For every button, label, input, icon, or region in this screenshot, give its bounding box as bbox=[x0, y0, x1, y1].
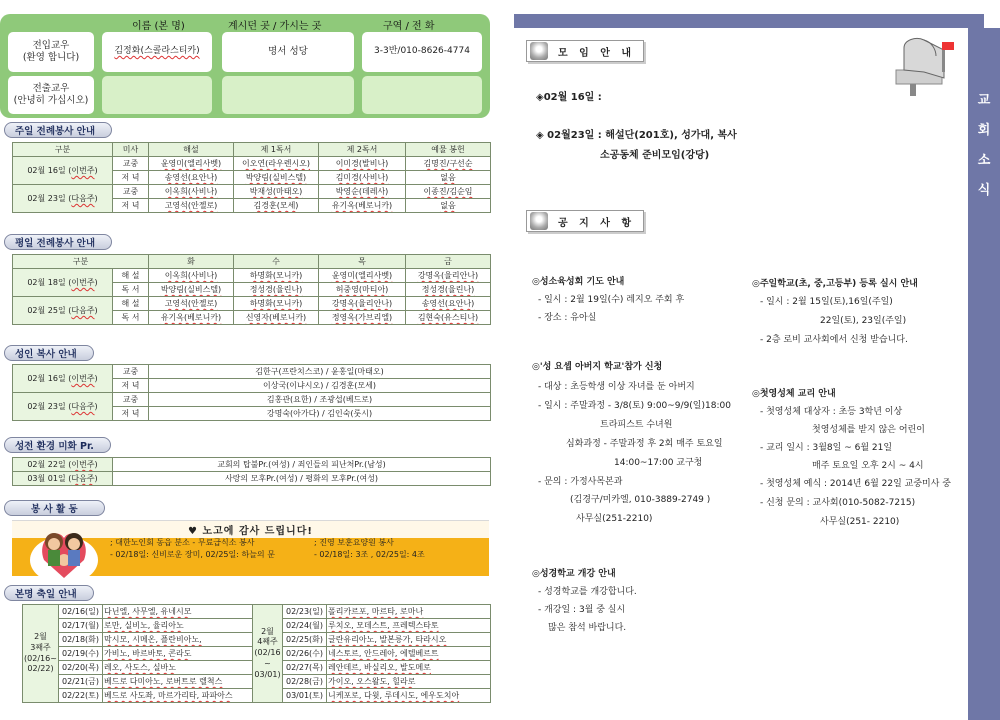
feast-section-title: 본명 축일 안내 bbox=[4, 585, 94, 601]
date-cell: 02월 18일 (이번주) bbox=[13, 269, 113, 297]
saints-cell: 베드로 다미아노, 로버트로 렐쳑스 bbox=[103, 675, 253, 689]
week-cell: 2월 3째주 (02/16~ 02/22) bbox=[23, 605, 59, 703]
server-cell: 박양림(실비스텔) bbox=[234, 171, 319, 185]
column-header: 제 1독서 bbox=[234, 143, 319, 157]
notice2-line2: - 일시 : 주말과정 - 3/8(토) 9:00~9/9(일)18:00 bbox=[538, 401, 731, 411]
server-cell: 이종진/김순임 bbox=[406, 185, 491, 199]
banner-title: ♥ 노고에 감사 드립니다! bbox=[12, 520, 489, 538]
server-cell: 없음 bbox=[406, 199, 491, 213]
out-place bbox=[222, 76, 354, 114]
notice4-line2: 22일(토), 23일(주일) bbox=[820, 316, 907, 326]
date-cell: 02월 16일 (이번주) bbox=[13, 157, 113, 185]
saints-cell: 니케포로, 다윗, 루데시도, 에우도치아 bbox=[327, 689, 491, 703]
column-header: 화 bbox=[149, 255, 234, 269]
date-cell: 02월 16일 (이번주) bbox=[13, 365, 113, 393]
notice4-line3: - 2층 로비 교사회에서 신청 받습니다. bbox=[760, 335, 908, 345]
saints-cell: 베드로 사도좌, 마르가리타, 파파아스 bbox=[103, 689, 253, 703]
column-header: 예물 봉헌 bbox=[406, 143, 491, 157]
clean-section-title: 성전 환경 미화 Pr. bbox=[4, 437, 111, 453]
service-banner bbox=[12, 520, 489, 576]
in-place: 명서 성당 bbox=[222, 32, 354, 72]
date-cell: 02/26(수) bbox=[283, 647, 327, 661]
news-icon bbox=[530, 42, 548, 60]
table-row bbox=[13, 393, 491, 407]
server-cell: 이미경(발비나) bbox=[319, 157, 406, 171]
role-cell: 독 서 bbox=[113, 283, 149, 297]
notice4-title: ◎주일학교(초, 중,고등부) 등록 실시 안내 bbox=[752, 279, 918, 289]
date-cell: 02/20(목) bbox=[59, 661, 103, 675]
col-area-caption: 구역 / 전 화 bbox=[383, 21, 435, 32]
notice3-line3: 많은 참석 바랍니다. bbox=[548, 623, 627, 633]
saints-cell: 막시모, 시메온, 플란비아노, bbox=[103, 633, 253, 647]
server-cell: 김홍관(요한) / 조광섭(베드로) bbox=[149, 393, 491, 407]
notice5-line1: - 첫영성체 대상자 : 초등 3학년 이상 bbox=[760, 407, 903, 417]
date-cell: 02월 23일 (다음주) bbox=[13, 185, 113, 213]
out-label: 전출교우 (안녕히 가십시오) bbox=[8, 76, 94, 114]
notice2-line4: 심화과정 - 주말과정 후 2회 매주 토요일 bbox=[566, 439, 723, 449]
notice5-line7: 사무실(251- 2210) bbox=[820, 517, 900, 527]
service-line1a: ; 대한노인회 동읍 분소 - 무료급식소 봉사 bbox=[110, 538, 255, 547]
saints-cell: 가이오, 오스왈도, 힐라로 bbox=[327, 675, 491, 689]
week-cell: 2월 4째주 (02/16 ~ 03/01) bbox=[253, 605, 283, 703]
table-header-row bbox=[13, 143, 491, 157]
date-cell: 02/19(수) bbox=[59, 647, 103, 661]
server-cell: 김미경(사비나) bbox=[319, 171, 406, 185]
table-row bbox=[13, 157, 491, 171]
mass-cell: 저 녁 bbox=[113, 199, 149, 213]
date-cell: 02/23(일) bbox=[283, 605, 327, 619]
col-name-caption: 이름 (본 명) bbox=[132, 21, 185, 32]
server-cell: 정성경(율린나) bbox=[234, 283, 319, 297]
server-cell: 하명화(모니카) bbox=[234, 297, 319, 311]
notice2-title: ◎'성 요셉 아버지 학교'참가 신청 bbox=[532, 362, 663, 372]
saints-cell: 가비노, 바르바토, 콘라도 bbox=[103, 647, 253, 661]
server-cell: 강명숙(아가다) / 김인숙(룻시) bbox=[149, 407, 491, 421]
date-cell: 02/18(화) bbox=[59, 633, 103, 647]
server-cell: 강명옥(율리안나) bbox=[406, 269, 491, 283]
table-header-row bbox=[13, 255, 491, 269]
right-page bbox=[514, 14, 1000, 706]
top-band bbox=[514, 14, 984, 28]
notice2-line7: (김경구/미카엘, 010-3889-2749 ) bbox=[570, 495, 711, 505]
server-cell: 박영순(데레사) bbox=[319, 185, 406, 199]
sunday-table bbox=[12, 142, 491, 213]
notice2-line6: - 문의 : 가정사목본과 bbox=[538, 477, 623, 487]
date-cell: 02월 22일 (이번주) bbox=[13, 458, 113, 472]
meeting-line3: 소공동체 준비모임(강당) bbox=[600, 150, 710, 161]
server-cell: 강명옥(율리안나) bbox=[319, 297, 406, 311]
role-cell: 독 서 bbox=[113, 311, 149, 325]
saints-cell: 로만, 실비노, 율리아노 bbox=[103, 619, 253, 633]
column-header: 구분 bbox=[13, 143, 113, 157]
saints-cell: 폴리카르포, 마르타, 로마나 bbox=[327, 605, 491, 619]
notice5-line6: - 신청 문의 : 교사회(010-5082-7215) bbox=[760, 498, 916, 508]
mass-cell: 교중 bbox=[113, 393, 149, 407]
date-cell: 02월 23일 (다음주) bbox=[13, 393, 113, 421]
news-icon bbox=[530, 212, 548, 230]
saints-cell: 레안데르, 바실리오, 발도메로 bbox=[327, 661, 491, 675]
table-row bbox=[13, 297, 491, 311]
server-cell: 하명화(모니카) bbox=[234, 269, 319, 283]
feast-table bbox=[22, 604, 491, 703]
server-cell: 고영석(안젤로) bbox=[149, 297, 234, 311]
service-line2b: - 02/18일: 3조 , 02/25일: 4조 bbox=[314, 550, 425, 559]
notice3-line1: - 성경학교를 개강합니다. bbox=[538, 587, 637, 597]
meeting-line2: ◈ 02월23일 : 해설단(201호), 성가대, 복사 bbox=[536, 130, 737, 141]
notice5-line3: - 교리 일시 : 3월8일 ~ 6월 21일 bbox=[760, 443, 893, 453]
in-label: 전입교우 (환영 합니다) bbox=[8, 32, 94, 72]
server-cell: 윤영미(엘리사벳) bbox=[319, 269, 406, 283]
left-page bbox=[0, 0, 492, 706]
mass-cell: 교중 bbox=[113, 185, 149, 199]
server-cell: 김경훈(모세) bbox=[234, 199, 319, 213]
server-cell: 김현숙(유스티나) bbox=[406, 311, 491, 325]
notice1-title: ◎성소육성회 기도 안내 bbox=[532, 277, 625, 287]
date-cell: 02/21(금) bbox=[59, 675, 103, 689]
date-cell: 02월 25일 (다음주) bbox=[13, 297, 113, 325]
saints-cell: 글란유리아노, 발본릉가, 타라시오 bbox=[327, 633, 491, 647]
notice1-line1: - 일시 : 2월 19일(수) 레지오 주회 후 bbox=[538, 295, 685, 305]
adult-section-title: 성인 복사 안내 bbox=[4, 345, 94, 361]
service-section-title: 봉 사 활 동 bbox=[4, 500, 105, 516]
column-header: 금 bbox=[406, 255, 491, 269]
notice-label: 공 지 사 항 bbox=[526, 210, 644, 232]
table-row bbox=[13, 269, 491, 283]
in-name: 김정화(스콜라스티카) bbox=[102, 32, 212, 72]
sunday-section-title: 주일 전례봉사 안내 bbox=[4, 122, 112, 138]
server-cell: 정영옥(가브리엘) bbox=[319, 311, 406, 325]
server-cell: 없음 bbox=[406, 171, 491, 185]
server-cell: 박양림(실비스텔) bbox=[149, 283, 234, 297]
column-header: 미사 bbox=[113, 143, 149, 157]
server-cell: 송영선(요안나) bbox=[406, 297, 491, 311]
date-cell: 02/28(금) bbox=[283, 675, 327, 689]
notice2-line1: - 대상 : 초등학생 이상 자녀를 둔 아버지 bbox=[538, 382, 695, 392]
server-cell: 박재성(마태오) bbox=[234, 185, 319, 199]
notice3-line2: - 개강일 : 3월 중 실시 bbox=[538, 605, 626, 615]
notice1-line2: - 장소 : 유아실 bbox=[538, 313, 597, 323]
weekday-table bbox=[12, 254, 491, 325]
clean-table bbox=[12, 457, 491, 486]
server-cell: 윤영미(엘리사벳) bbox=[149, 157, 234, 171]
saints-cell: 루치오, 모데스트, 프레텍스타토 bbox=[327, 619, 491, 633]
server-cell: 이오연(라우렌시오) bbox=[234, 157, 319, 171]
transfer-box bbox=[0, 14, 490, 118]
out-name bbox=[102, 76, 212, 114]
mass-cell: 교중 bbox=[113, 365, 149, 379]
mass-cell: 교중 bbox=[113, 157, 149, 171]
notice2-line5: 14:00~17:00 교구청 bbox=[614, 458, 703, 468]
meeting-label: 모 임 안 내 bbox=[526, 40, 644, 62]
server-cell: 신영자(베로니카) bbox=[234, 311, 319, 325]
notice5-title: ◎첫영성체 교리 안내 bbox=[752, 389, 836, 399]
saints-cell: 다닌엘, 사무엘, 유네시모 bbox=[103, 605, 253, 619]
date-cell: 02/27(목) bbox=[283, 661, 327, 675]
date-cell: 02/22(토) bbox=[59, 689, 103, 703]
server-cell: 유기옥(베로니카) bbox=[149, 311, 234, 325]
out-area bbox=[362, 76, 482, 114]
notice5-line5: - 첫영성체 예식 : 2014년 6월 22일 교중미사 중 bbox=[760, 479, 951, 489]
server-cell: 이옥희(사비나) bbox=[149, 185, 234, 199]
mass-cell: 저 녁 bbox=[113, 407, 149, 421]
server-cell: 송영선(요안나) bbox=[149, 171, 234, 185]
col-place-caption: 계시던 곳 / 가시는 곳 bbox=[228, 21, 322, 32]
date-cell: 02/25(화) bbox=[283, 633, 327, 647]
service-line1b: ; 진영 보훈요양원 봉사 bbox=[314, 538, 394, 547]
meeting-line1: ◈02월 16일 : bbox=[536, 92, 602, 103]
in-area: 3-3반/010-8626-4774 bbox=[362, 32, 482, 72]
server-cell: 정성경(율린나) bbox=[406, 283, 491, 297]
saints-cell: 네스토르, 안드레아, 에텔베르트 bbox=[327, 647, 491, 661]
date-cell: 03/01(토) bbox=[283, 689, 327, 703]
server-cell: 고영석(안젤로) bbox=[149, 199, 234, 213]
table-row bbox=[23, 605, 491, 619]
notice5-line4: 매주 토요일 오후 2시 ~ 4시 bbox=[812, 461, 924, 471]
saints-cell: 레오, 사도스, 실바노 bbox=[103, 661, 253, 675]
notice3-title: ◎성경학교 개강 안내 bbox=[532, 569, 616, 579]
notice2-line8: 사무실(251-2210) bbox=[576, 514, 653, 524]
holy-family-icon bbox=[26, 520, 102, 582]
mailbox-icon bbox=[886, 32, 960, 98]
role-cell: 해 설 bbox=[113, 297, 149, 311]
service-line2a: - 02/18일: 신비로운 장미, 02/25일: 하늘의 문 bbox=[110, 550, 275, 559]
table-row bbox=[13, 365, 491, 379]
server-cell: 이상국(이냐시오) / 김경훈(모세) bbox=[149, 379, 491, 393]
notice4-line1: - 일시 : 2월 15일(토),16일(주일) bbox=[760, 297, 893, 307]
group-cell: 교회의 탑불Pr.(여성) / 죄인들의 피난처Pr.(남성) bbox=[113, 458, 491, 472]
column-header: 수 bbox=[234, 255, 319, 269]
table-row bbox=[13, 458, 491, 472]
column-header: 제 2독서 bbox=[319, 143, 406, 157]
weekday-section-title: 평일 전례봉사 안내 bbox=[4, 234, 112, 250]
role-cell: 해 설 bbox=[113, 269, 149, 283]
table-row bbox=[13, 472, 491, 486]
date-cell: 03월 01일 (다음주) bbox=[13, 472, 113, 486]
group-cell: 사랑의 모후Pr.(여성) / 평화의 모후Pr.(여성) bbox=[113, 472, 491, 486]
column-header: 구분 bbox=[13, 255, 149, 269]
table-row bbox=[13, 185, 491, 199]
notice5-line2: 첫영성체를 받지 않은 어린이 bbox=[812, 425, 925, 435]
adult-table bbox=[12, 364, 491, 421]
date-cell: 02/17(월) bbox=[59, 619, 103, 633]
server-cell: 김한구(프란치스코) / 윤홍일(마태오) bbox=[149, 365, 491, 379]
column-header: 목 bbox=[319, 255, 406, 269]
server-cell: 김명진/구선순 bbox=[406, 157, 491, 171]
notice2-line3: 트라피스트 수녀원 bbox=[600, 420, 673, 430]
date-cell: 02/24(월) bbox=[283, 619, 327, 633]
mass-cell: 저 녁 bbox=[113, 171, 149, 185]
mass-cell: 저 녁 bbox=[113, 379, 149, 393]
server-cell: 허중영(마티아) bbox=[319, 283, 406, 297]
vertical-title: 교 회 소 식 bbox=[977, 93, 991, 198]
server-cell: 유기옥(베로니카) bbox=[319, 199, 406, 213]
column-header: 해설 bbox=[149, 143, 234, 157]
date-cell: 02/16(일) bbox=[59, 605, 103, 619]
server-cell: 이옥희(사비나) bbox=[149, 269, 234, 283]
